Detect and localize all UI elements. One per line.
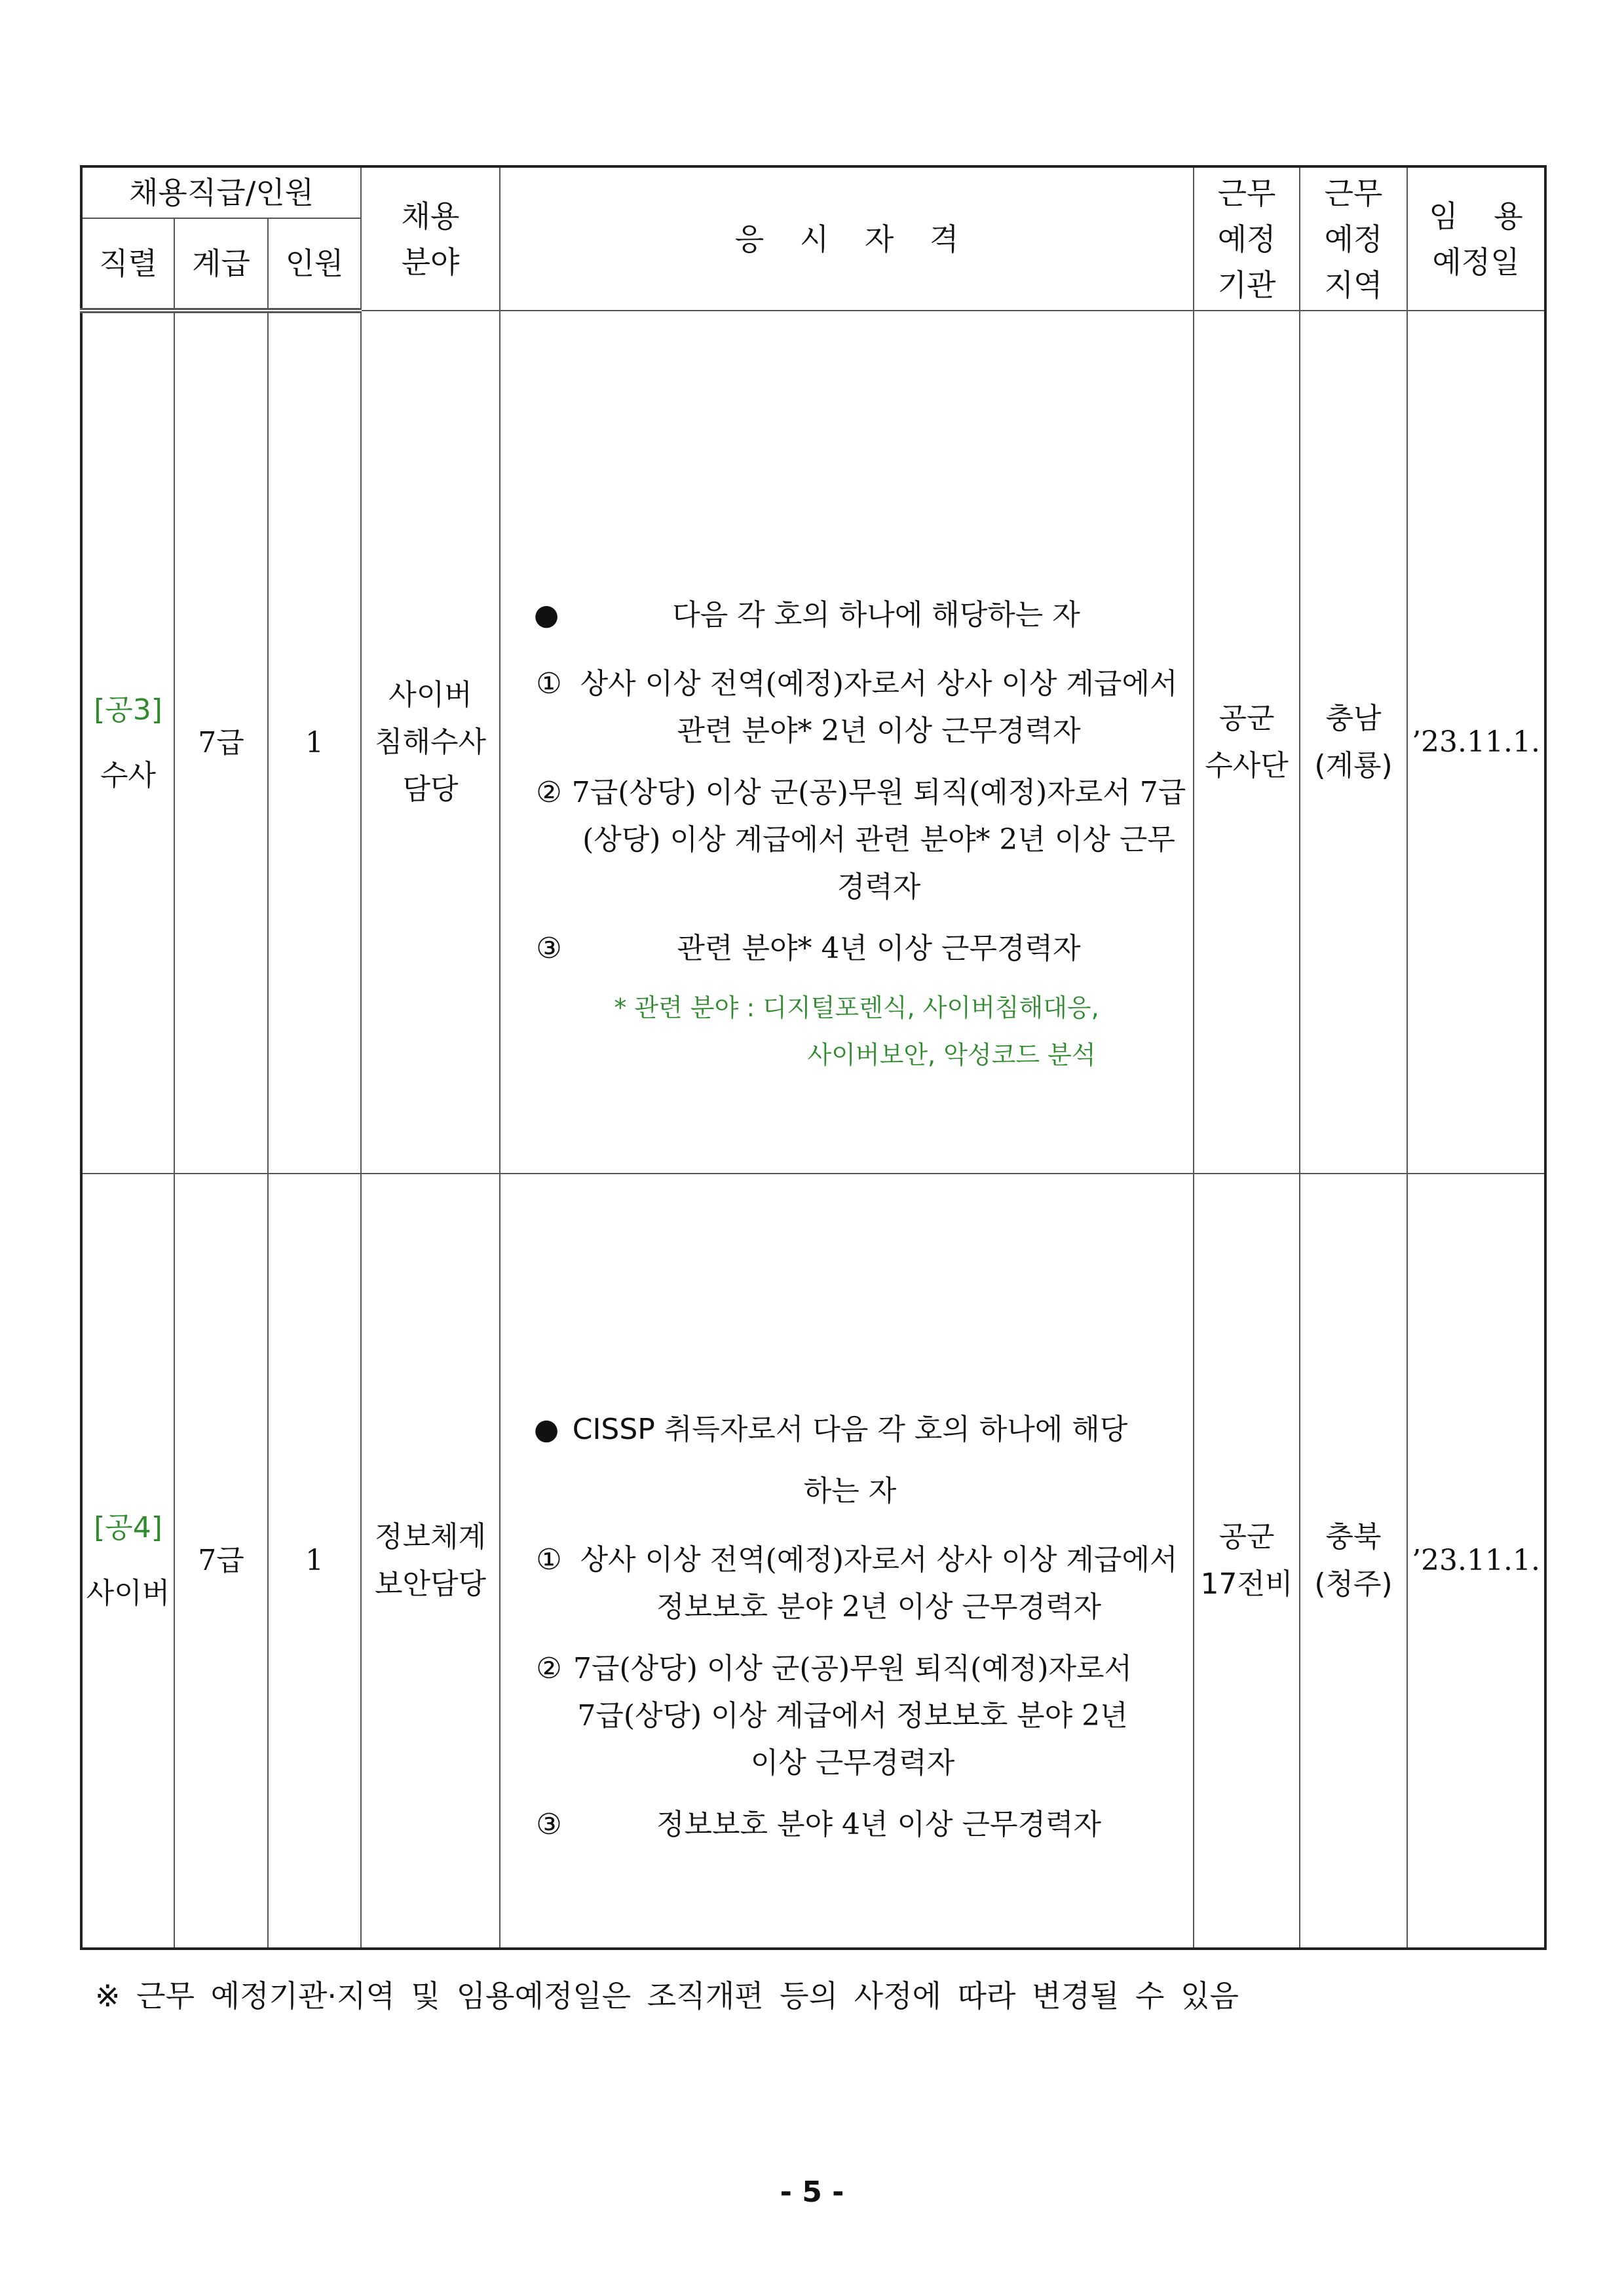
header-agency-line2: 예정 <box>1217 221 1276 257</box>
header-agency-line3: 기관 <box>1217 267 1276 303</box>
count-cell: 1 <box>268 1174 361 1949</box>
qualification-cell <box>500 1174 1194 1949</box>
job-series: 수사 <box>100 759 156 792</box>
header-jobseries: 직렬 <box>81 218 174 311</box>
qualification-item: ② 7급(상당) 이상 군(공)무원 퇴직(예정)자로서 7급(상당) 이상 계급에서 관련 분야* 2년 이상 근무경력자 <box>536 775 1186 904</box>
header-grade: 계급 <box>174 218 268 311</box>
header-field-line1: 채용 <box>401 198 460 234</box>
footnote: ※ 근무 예정기관·지역 및 임용예정일은 조직개편 등의 사정에 따라 변경될 수 있음 <box>95 1978 1239 2014</box>
field-line2: 침해수사 <box>375 725 487 759</box>
qualification-cell <box>500 311 1194 1174</box>
related-field-note: * 관련 분야 : 디지털포렌식, 사이버침해대응, 사이버보안, 악성코드 분석 <box>614 993 1099 1069</box>
qualification-item: ③ 관련 분야* 4년 이상 근무경력자 <box>536 931 1081 965</box>
header-count: 인원 <box>268 218 361 311</box>
field-cell <box>361 311 500 1174</box>
header-region-line1: 근무 <box>1324 175 1383 211</box>
header-region-line2: 예정 <box>1324 221 1383 257</box>
header-group: 채용직급/인원 <box>81 166 361 218</box>
qualification-item: ① 상사 이상 전역(예정)자로서 상사 이상 계급에서 관련 분야* 2년 이상 근무경력자 <box>536 666 1178 748</box>
region-cell: 충남 (계룡) <box>1300 311 1407 1174</box>
header-agency-line1: 근무 <box>1217 175 1276 211</box>
bullet-icon: ● <box>533 598 559 632</box>
header-region-line3: 지역 <box>1324 267 1383 303</box>
field-line1: 정보체계 <box>375 1520 487 1554</box>
grade-cell: 7급 <box>174 1174 268 1949</box>
table-row <box>81 311 1545 1174</box>
recruitment-table <box>80 165 1547 1950</box>
agency-cell: 공군 17전비 <box>1194 1174 1300 1949</box>
appointment-date-cell: ’23.11.1. <box>1407 311 1545 1174</box>
header-date-line2: 예정일 <box>1432 244 1520 280</box>
page-number: - 5 - <box>780 2175 844 2209</box>
position-code: [공4] <box>94 1511 162 1544</box>
qualification-item: ③ 정보보호 분야 4년 이상 근무경력자 <box>536 1808 1102 1841</box>
job-series-cell <box>81 311 174 1174</box>
qualification-bullet: ● 다음 각 호의 하나에 해당하는 자 <box>527 584 1186 646</box>
qualification-bullet: ● CISSP 취득자로서 다음 각 호의 하나에 해당하는 자 <box>527 1399 1186 1522</box>
field-line1: 사이버 <box>388 678 472 712</box>
qualification-item: ② 7급(상당) 이상 군(공)무원 퇴직(예정)자로서 7급(상당) 이상 계급에서 정보보호 분야 2년 이상 근무경력자 <box>536 1652 1133 1780</box>
grade-cell: 7급 <box>174 311 268 1174</box>
agency-cell: 공군 수사단 <box>1194 311 1300 1174</box>
field-line2: 보안담당 <box>375 1567 487 1601</box>
header-date-line1: 임 용 <box>1429 198 1523 234</box>
bullet-icon: ● <box>533 1413 559 1446</box>
appointment-date-cell: ’23.11.1. <box>1407 1174 1545 1949</box>
header-field-line2: 분야 <box>401 244 460 280</box>
job-series: 사이버 <box>86 1577 170 1610</box>
position-code: [공3] <box>94 693 162 727</box>
header-region <box>1300 166 1407 311</box>
region-cell: 충북 (청주) <box>1300 1174 1407 1949</box>
header-qualification: 응 시 자 격 <box>500 166 1194 311</box>
header-agency <box>1194 166 1300 311</box>
header-date <box>1407 166 1545 311</box>
table-row <box>81 1174 1545 1949</box>
field-cell <box>361 1174 500 1949</box>
qualification-item: ① 상사 이상 전역(예정)자로서 상사 이상 계급에서 정보보호 분야 2년 이상 근무경력자 <box>536 1543 1178 1624</box>
field-line3: 담당 <box>402 772 459 806</box>
header-field <box>361 166 500 311</box>
count-cell: 1 <box>268 311 361 1174</box>
job-series-cell <box>81 1174 174 1949</box>
